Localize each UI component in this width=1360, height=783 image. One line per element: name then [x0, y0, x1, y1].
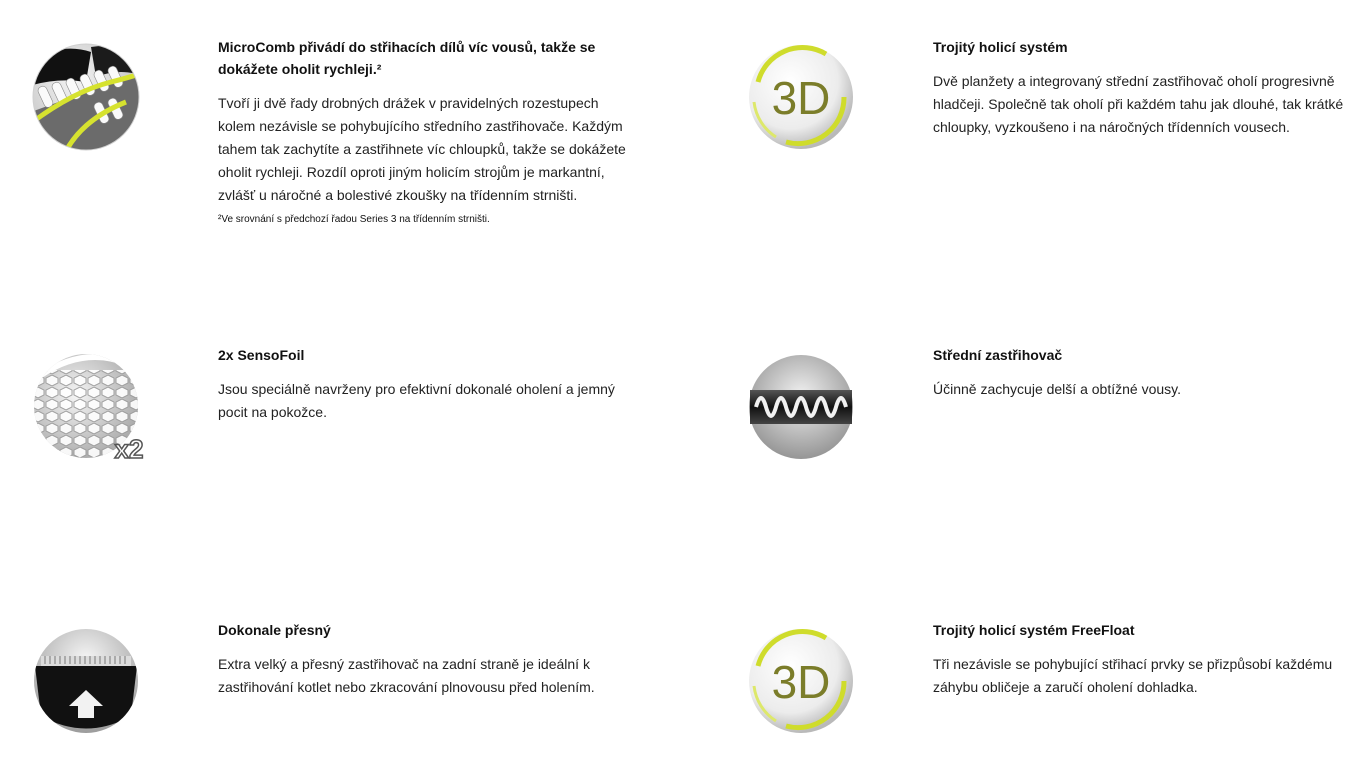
feature-freefloat: [933, 619, 1353, 699]
feature-description: Extra velký a přesný zastřihovač na zadní straně je ideální k zastřihování kotlet nebo zkracování plnovousu před holením.: [218, 656, 595, 695]
svg-text:3D: 3D: [771, 72, 831, 124]
sensofoil-icon: [31, 350, 151, 460]
feature-microcomb: [218, 36, 638, 227]
precision-trimmer-icon: [31, 626, 141, 736]
3d-icon: [746, 626, 856, 736]
microcomb-icon: [31, 42, 141, 152]
svg-text:x2: x2: [114, 434, 144, 462]
feature-description: Účinně zachycuje delší a obtížné vousy.: [933, 381, 1181, 397]
feature-title: Trojitý holicí systém: [933, 39, 1068, 55]
svg-text:3D: 3D: [771, 656, 831, 708]
feature-precise: [218, 619, 638, 699]
feature-middle-trimmer: [933, 344, 1353, 401]
feature-title: Střední zastřihovač: [933, 347, 1063, 363]
feature-title: 2x SensoFoil: [218, 347, 305, 363]
feature-title: Trojitý holicí systém FreeFloat: [933, 622, 1135, 638]
feature-description: Tvoří ji dvě řady drobných drážek v pravidelných rozestupech kolem nezávisle se pohybujícího středního zastřihovače. Každým tahem tak zachytíte a zastřihnete víc chloupků, takže se dokážete oholit rychleji. Rozdíl oproti jiným holicím strojům je markantní, zvlášť u náročné a bolestivé zkoušky na třídenním strništi.: [218, 95, 626, 203]
feature-description: Jsou speciálně navrženy pro efektivní dokonalé oholení a jemný pocit na pokožce.: [218, 381, 615, 420]
feature-title: MicroComb přivádí do střihacích dílů víc vousů, takže se dokážete oholit rychleji.²: [218, 39, 596, 77]
feature-sensofoil: [218, 344, 638, 424]
middle-trimmer-icon: [746, 352, 856, 462]
feature-description: Dvě planžety a integrovaný střední zastřihovač oholí progresivně hladčeji. Společně tak oholí při každém tahu jak dlouhé, tak krátké chloupky, vyzkoušeno i na náročných třídenních vousech.: [933, 73, 1344, 135]
3d-icon: [746, 42, 856, 152]
feature-title: Dokonale přesný: [218, 622, 331, 638]
feature-triple-shave: [933, 36, 1353, 139]
feature-footnote: ²Ve srovnání s předchozí řadou Series 3 na třídenním strništi.: [218, 214, 490, 225]
feature-description: Tři nezávisle se pohybující střihací prvky se přizpůsobí každému záhybu obličeje a zaručí oholení dohladka.: [933, 656, 1333, 695]
